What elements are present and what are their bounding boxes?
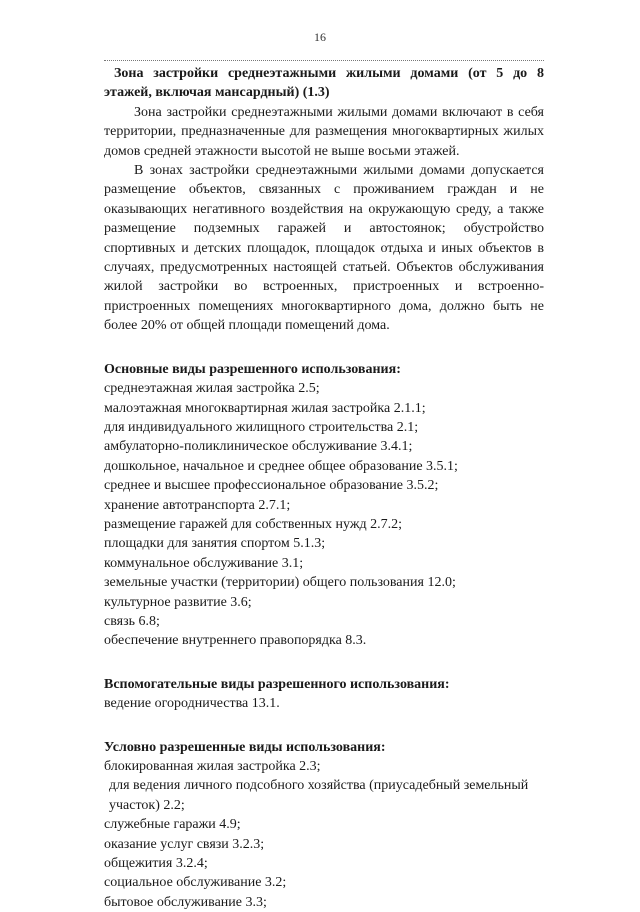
list-item: общежития 3.2.4; [104,856,208,872]
section-title: Зона застройки среднеэтажными жилыми домами (от 5 до 8 этажей, включая мансардный) (1.3) [104,66,544,101]
main-uses-list [104,379,544,651]
list-item: малоэтажная многоквартирная жилая застройка 2.1.1; [104,400,426,416]
list-item: хранение автотранспорта 2.7.1; [104,497,291,513]
document-body [104,64,544,912]
main-uses-section [104,360,544,651]
list-item: оказание услуг связи 3.2.3; [104,836,265,852]
list-item: среднеэтажная жилая застройка 2.5; [104,381,320,397]
list-item: культурное развитие 3.6; [104,594,252,610]
list-item: коммунальное обслуживание 3.1; [104,555,304,571]
list-item: бытовое обслуживание 3.3; [104,894,267,910]
auxiliary-uses-list [104,694,544,713]
conditional-uses-heading: Условно разрешенные виды использования: [104,739,386,755]
page-number: 16 [314,30,326,44]
conditional-uses-list [104,757,544,912]
list-item: площадки для занятия спортом 5.1.3; [104,536,326,552]
list-item: обеспечение внутреннего правопорядка 8.3. [104,633,367,649]
list-item: амбулаторно-поликлиническое обслуживание 3.4.1; [104,439,413,455]
main-uses-heading: Основные виды разрешенного использования: [104,361,401,377]
list-item: связь 6.8; [104,613,160,629]
list-item: для ведения личного подсобного хозяйства (приусадебный земельный участок) 2.2; [109,778,529,813]
list-item: блокированная жилая застройка 2.3; [104,759,321,774]
list-item: социальное обслуживание 3.2; [104,875,287,891]
auxiliary-uses-heading: Вспомогательные виды разрешенного использования: [104,676,450,692]
list-item: среднее и высшее профессиональное образование 3.5.2; [104,478,439,494]
header-divider [104,60,544,61]
paragraph-placement: В зонах застройки среднеэтажными жилыми домами допускается размещение объектов, связанных с проживанием граждан и не оказывающих негативного воздействия на окружающую среду, а также размещение подземных гаражей и автостоянок; обустройство спортивных и детских площадок, площадок отдыха и иных объектов в случаях, предусмотренных настоящей статьей. Объектов обслуживания жилой застройки во встроенных, пристроенных и встроенно-пристроенных помещениях многоквартирного дома, должно быть не более 20% от общей площади помещений дома. [104,163,544,334]
list-item: ведение огородничества 13.1. [104,696,280,712]
conditional-uses-section [104,738,544,912]
list-item: размещение гаражей для собственных нужд 2.7.2; [104,516,403,532]
auxiliary-uses-section [104,675,544,714]
paragraph-intro: Зона застройки среднеэтажными жилыми домами включают в себя территории, предназначенные для размещения многоквартирных жилых домов средней этажности высотой не выше восьми этажей. [104,104,544,159]
list-item: земельные участки (территории) общего пользования 12.0; [104,575,456,591]
list-item: служебные гаражи 4.9; [104,817,241,833]
list-item: дошкольное, начальное и среднее общее образование 3.5.1; [104,458,458,474]
list-item: для индивидуального жилищного строительства 2.1; [104,419,419,435]
